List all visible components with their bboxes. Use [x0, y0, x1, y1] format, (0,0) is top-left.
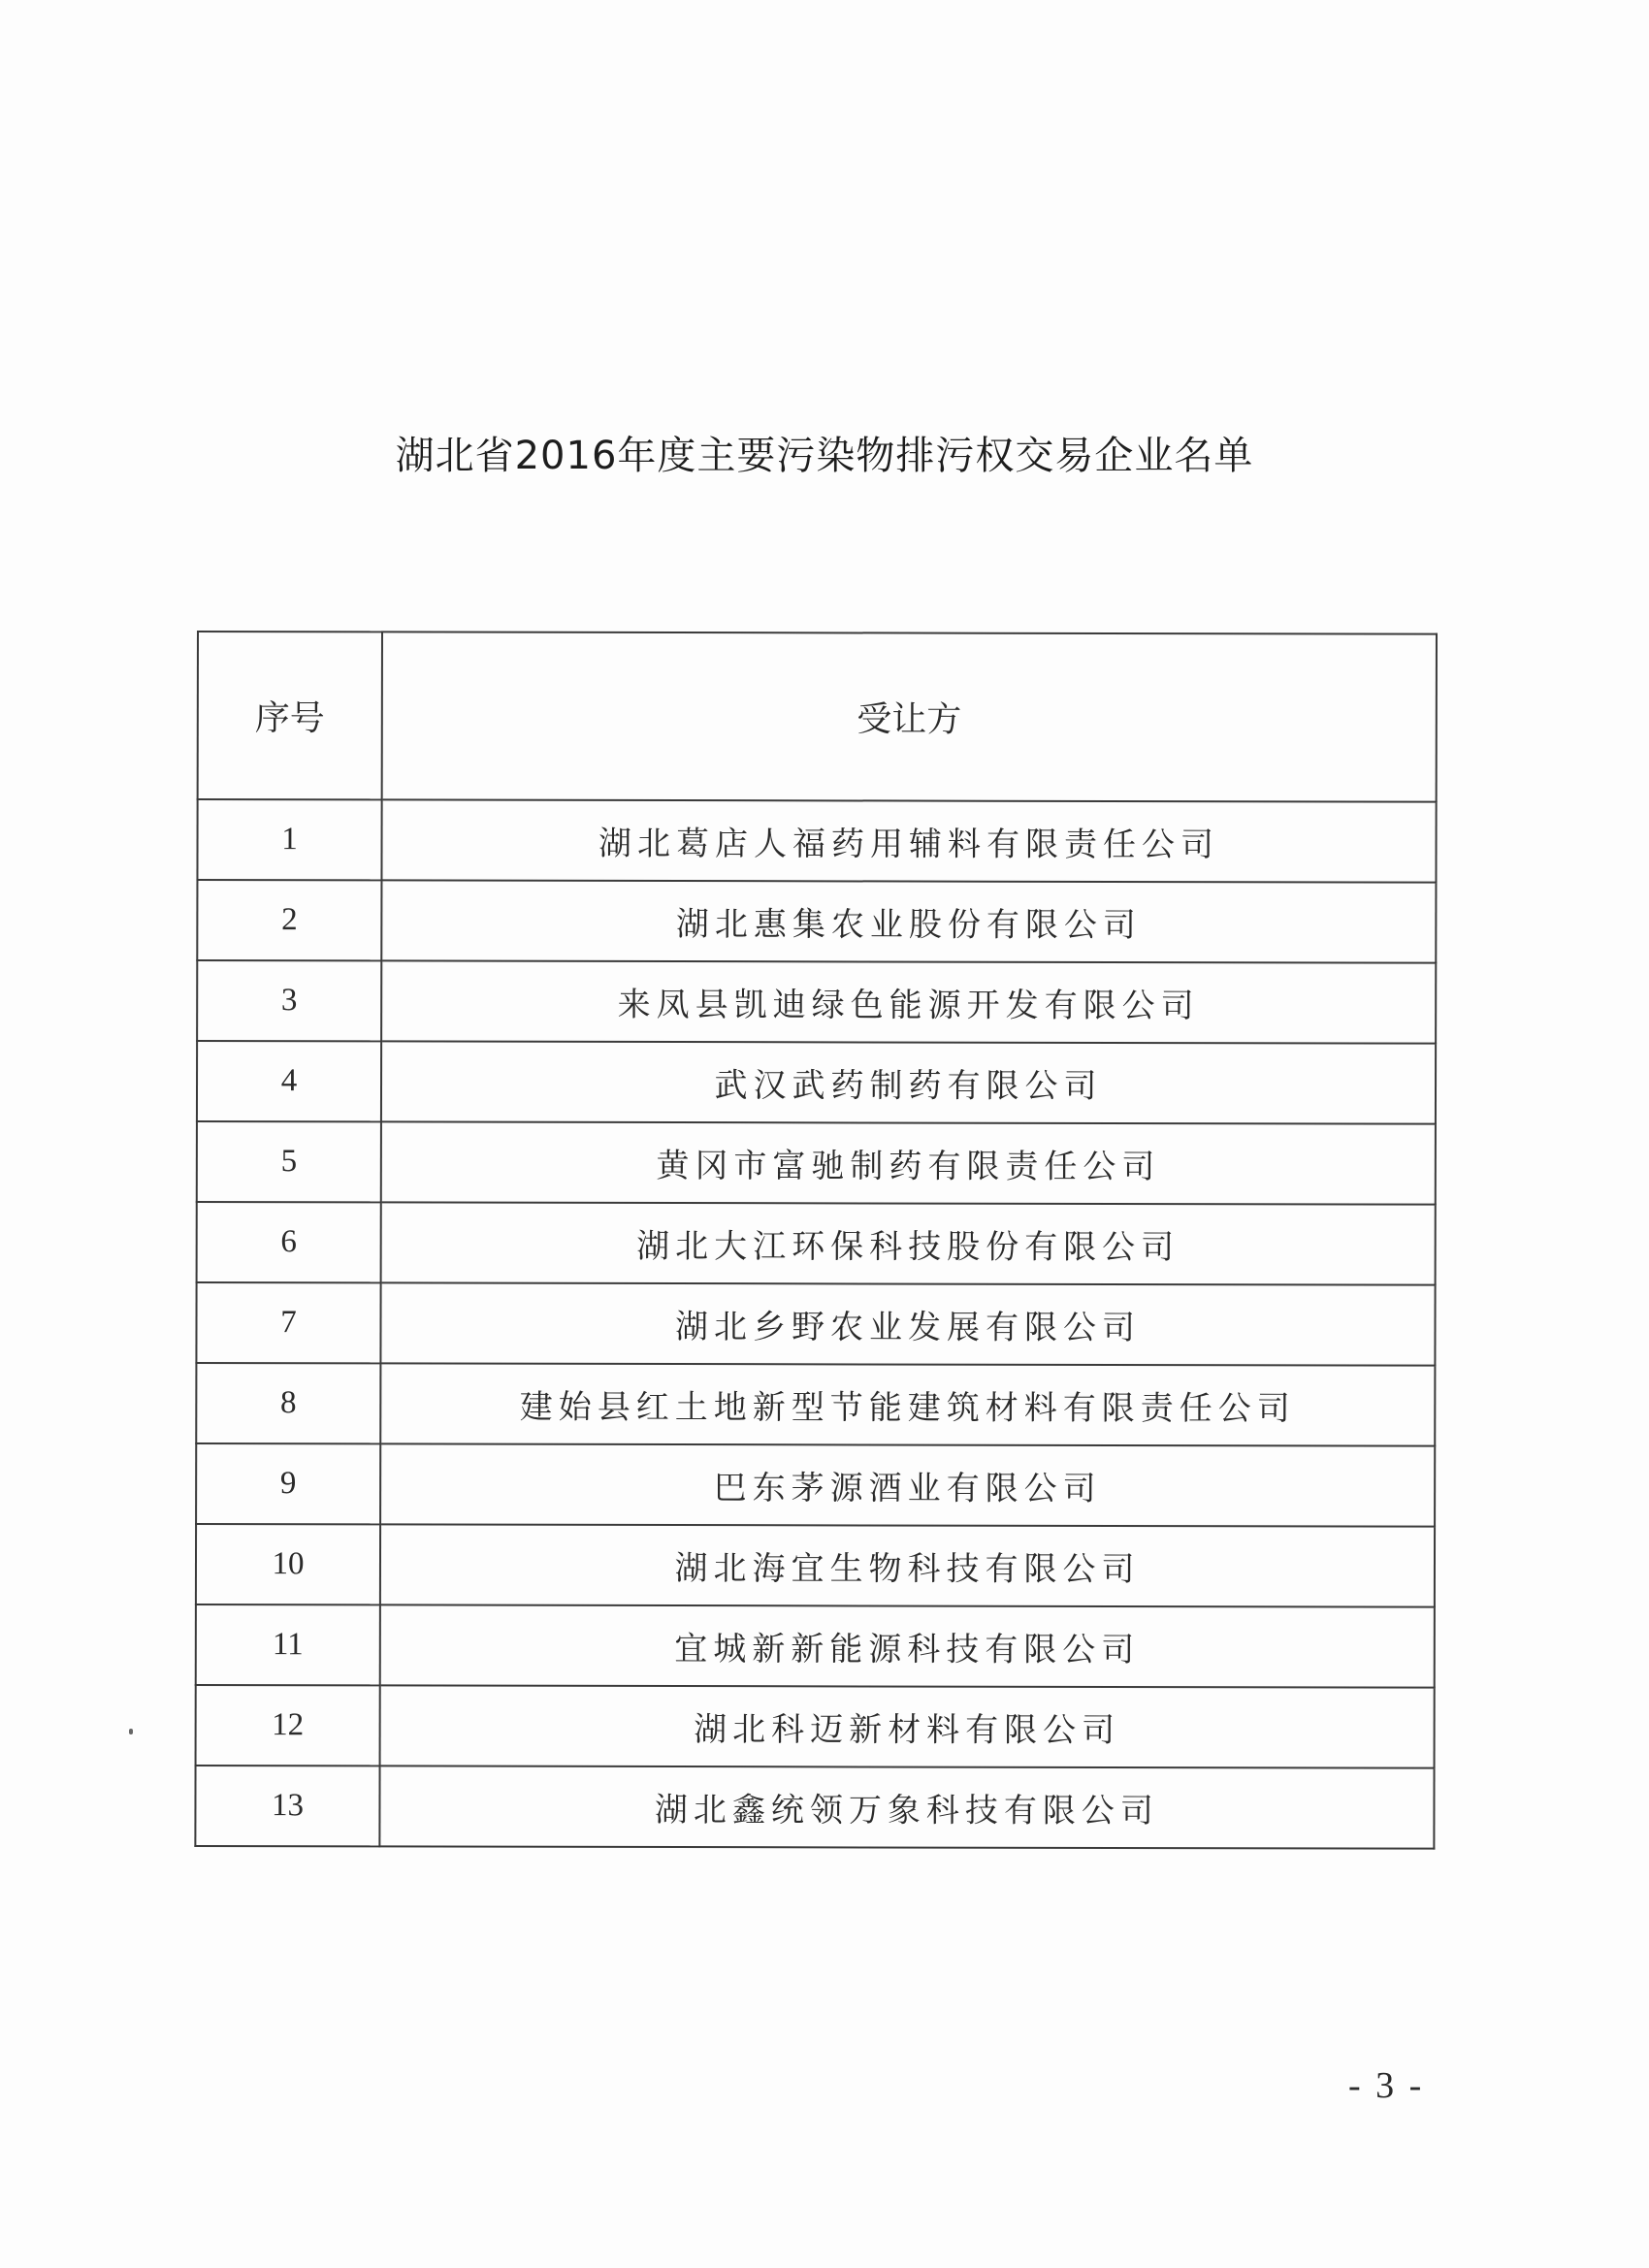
row-company-name: 湖北鑫统领万象科技有限公司: [379, 1766, 1434, 1848]
table-row: [197, 1202, 1436, 1285]
scan-speck: [129, 1729, 133, 1734]
row-company-name: 湖北乡野农业发展有限公司: [380, 1282, 1435, 1365]
row-index: 3: [197, 960, 381, 1041]
table-row: [197, 1041, 1436, 1124]
table-row: [197, 880, 1436, 963]
row-company-name: 武汉武药制药有限公司: [381, 1041, 1436, 1123]
table-row: [197, 1121, 1436, 1205]
row-index: 9: [196, 1443, 380, 1524]
header-party: 受让方: [382, 632, 1437, 801]
table-row: [196, 1604, 1435, 1688]
row-index: 1: [197, 799, 381, 880]
page-number: - 3 -: [1348, 2065, 1425, 2106]
row-company-name: 湖北科迈新材料有限公司: [380, 1685, 1435, 1767]
row-company-name: 湖北大江环保科技股份有限公司: [381, 1202, 1436, 1284]
row-company-name: 湖北海宜生物科技有限公司: [380, 1524, 1435, 1606]
table-row: [196, 1282, 1435, 1366]
row-index: 4: [197, 1041, 381, 1121]
row-index: 8: [196, 1363, 380, 1443]
row-company-name: 湖北惠集农业股份有限公司: [381, 880, 1436, 962]
row-index: 12: [196, 1685, 380, 1766]
table-row: [197, 799, 1436, 883]
row-company-name: 建始县红土地新型节能建筑材料有限责任公司: [380, 1363, 1435, 1445]
table-row: [195, 1766, 1434, 1849]
document-title: 湖北省2016年度主要污染物排污权交易企业名单: [395, 434, 1254, 478]
table-header-row: [198, 632, 1437, 802]
table-row: [197, 960, 1436, 1044]
table-row: [196, 1363, 1435, 1446]
row-company-name: 宜城新新能源科技有限公司: [380, 1604, 1435, 1687]
row-company-name: 巴东茅源酒业有限公司: [380, 1443, 1435, 1526]
header-index: 序号: [198, 632, 382, 799]
row-index: 7: [196, 1282, 380, 1363]
table-row: [196, 1443, 1435, 1527]
row-index: 13: [195, 1766, 379, 1846]
row-index: 10: [196, 1524, 380, 1604]
row-index: 2: [197, 880, 381, 960]
table-row: [196, 1524, 1435, 1607]
row-company-name: 黄冈市富驰制药有限责任公司: [381, 1121, 1436, 1204]
row-index: 11: [196, 1604, 380, 1685]
row-index: 6: [197, 1202, 381, 1282]
row-company-name: 来凤县凯迪绿色能源开发有限公司: [381, 960, 1436, 1043]
table-row: [196, 1685, 1435, 1768]
row-company-name: 湖北葛店人福药用辅料有限责任公司: [381, 799, 1436, 882]
enterprise-table: [194, 631, 1438, 1850]
row-index: 5: [197, 1121, 381, 1202]
